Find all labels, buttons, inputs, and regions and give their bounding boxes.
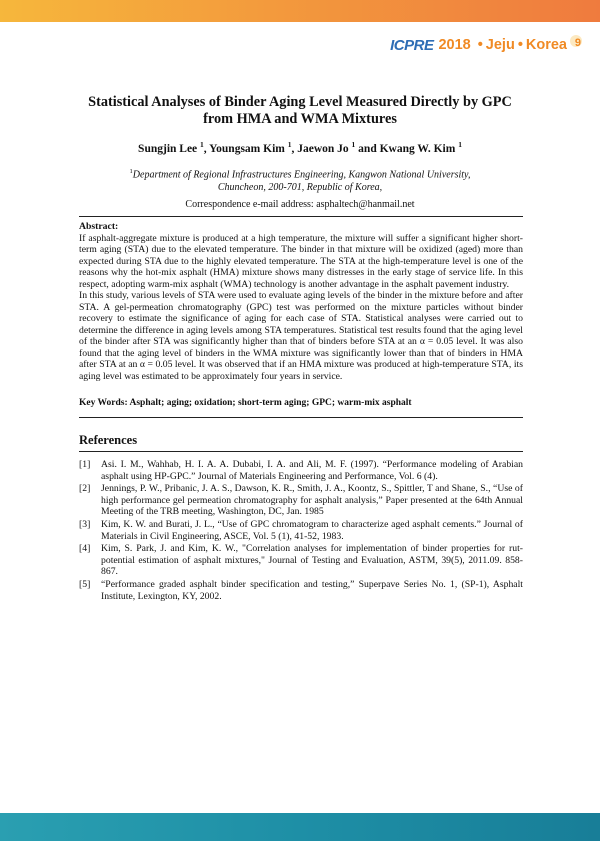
- author-affiliation-mark: 1: [351, 140, 356, 149]
- page-number: 9: [574, 37, 581, 49]
- title-line-2: from HMA and WMA Mixtures: [203, 111, 397, 127]
- reference-number: [5]: [79, 578, 91, 590]
- references-heading: References: [79, 433, 138, 447]
- reference-text: Kim, S. Park, J. and Kim, K. W., "Correlation analyses for implementation of binder properties for rut-potential estimation of asphalt mixtures," Journal of Testing and Evaluation, ASTM, 39(5), 2011.09. 858-867.: [101, 543, 523, 578]
- reference-number: [2]: [79, 483, 91, 495]
- paper-title: [60, 94, 540, 128]
- title-line-1: Statistical Analyses of Binder Aging Level Measured Directly by GPC: [88, 94, 512, 110]
- separator-dot: •: [517, 37, 523, 53]
- abstract-top-rule: [79, 216, 523, 217]
- affiliation-line-2: Chuncheon, 200-701, Republic of Korea,: [217, 181, 383, 193]
- reference-text: Jennings, P. W., Pribanic, J. A. S., Dawson, K. R., Smith, J. A., Koontz, S., Spittler, T and Shane, S., “Use of high performance gel permeation chromatography for asphalt analysis,” Paper presented at the 64th Annual Meeting of the TRB meeting, Washington, DC, Jan. 1985: [101, 483, 523, 518]
- conference-logo: [390, 34, 567, 56]
- abstract-paragraph-1: If asphalt-aggregate mixture is produced at a high temperature, the mixture will suffer a significant higher short-term aging (STA) due to the elevated temperature. The binder in that mixture will be oxidized (aged) more than expected during STA due to the highly elevated temperature. The STA at the high-temperature level is one of the reasons why the hot-mix asphalt (HMA) mixture shows many distresses in the early stage of service life. In this respect, adopting warm-mix asphalt (WMA) technology is another advantage in the asphalt pavement industry.: [79, 232, 523, 290]
- abstract-section: [79, 221, 523, 382]
- author-separator: ,: [291, 142, 298, 155]
- icpre-logo-mark: ICPRE: [390, 36, 434, 54]
- author-separator: ,: [203, 142, 210, 155]
- author-name: Sungjin Lee: [138, 142, 198, 155]
- author-separator: and: [355, 142, 380, 155]
- conference-country: Korea: [525, 37, 567, 53]
- reference-item: [79, 579, 523, 602]
- author-affiliation-mark: 1: [287, 140, 292, 149]
- keywords: Key Words: Asphalt; aging; oxidation; short-term aging; GPC; warm-mix asphalt: [79, 398, 412, 408]
- references-rule: [79, 451, 523, 452]
- affiliation-mark: 1: [129, 168, 133, 175]
- author-list: [60, 140, 540, 155]
- affiliation: [60, 166, 540, 194]
- reference-number: [3]: [79, 518, 91, 530]
- reference-text: “Performance graded asphalt binder specification and testing,” Superpave Series No. 1, (SP-1), Asphalt Institute, Lexington, KY, 2002.: [101, 578, 523, 602]
- reference-item: [79, 483, 523, 518]
- top-color-band: [0, 0, 600, 22]
- reference-text: Asi. I. M., Wahhab, H. I. A. A. Dubabi, I. A. and Ali, M. F. (1997). “Performance modeling of Arabian asphalt using HP-GPC.” Journal of Materials Engineering and Performance, Vol. 6 (4).: [101, 459, 523, 482]
- bottom-color-band: [0, 813, 600, 841]
- reference-item: [79, 519, 523, 542]
- reference-number: [4]: [79, 543, 91, 555]
- author-name: Jaewon Jo: [297, 142, 349, 155]
- author-affiliation-mark: 1: [458, 140, 462, 149]
- affiliation-line-1: Department of Regional Infrastructures Engineering, Kangwon National University,: [132, 169, 471, 181]
- author-name: Youngsam Kim: [209, 142, 285, 155]
- reference-item: [79, 459, 523, 482]
- conference-city: Jeju: [485, 37, 515, 53]
- author-name: Kwang W. Kim: [379, 142, 456, 155]
- reference-text: Kim, K. W. and Burati, J. L., “Use of GPC chromatogram to characterize aged asphalt cements.” Journal of Materials in Civil Engineering, ASCE, Vol. 5 (1), 41-52, 1983.: [101, 518, 523, 542]
- abstract-heading: Abstract:: [79, 221, 119, 232]
- correspondence-email: Correspondence e-mail address: asphaltech@hanmail.net: [185, 199, 415, 210]
- separator-dot: •: [477, 37, 483, 53]
- abstract-paragraph-2: In this study, various levels of STA were used to evaluate aging levels of the binder in the mixture before and after STA. A gel-permeation chromatography (GPC) test was performed on the mixture particles without binder recovery to estimate the significance of aging for each case of STA. Statistical analyses were carried out to determine the difference in aging levels among STA temperatures. Statistical test results found that the aging level of the binder after STA was significantly higher than that of binders before STA at an α = 0.05 level. It was also found that the aging level of binders in the WMA mixture was significantly lower than that of binders in HMA after STA at an α = 0.05 level. It was observed that if an HMA mixture was produced at high-temperature STA, its aging level was estimated to be approximately four years in service.: [79, 290, 523, 382]
- conference-year: 2018: [438, 37, 471, 53]
- references-list: [79, 459, 523, 603]
- reference-number: [1]: [79, 459, 91, 470]
- reference-item: [79, 543, 523, 578]
- author-affiliation-mark: 1: [200, 140, 204, 149]
- keywords-bottom-rule: [79, 417, 523, 418]
